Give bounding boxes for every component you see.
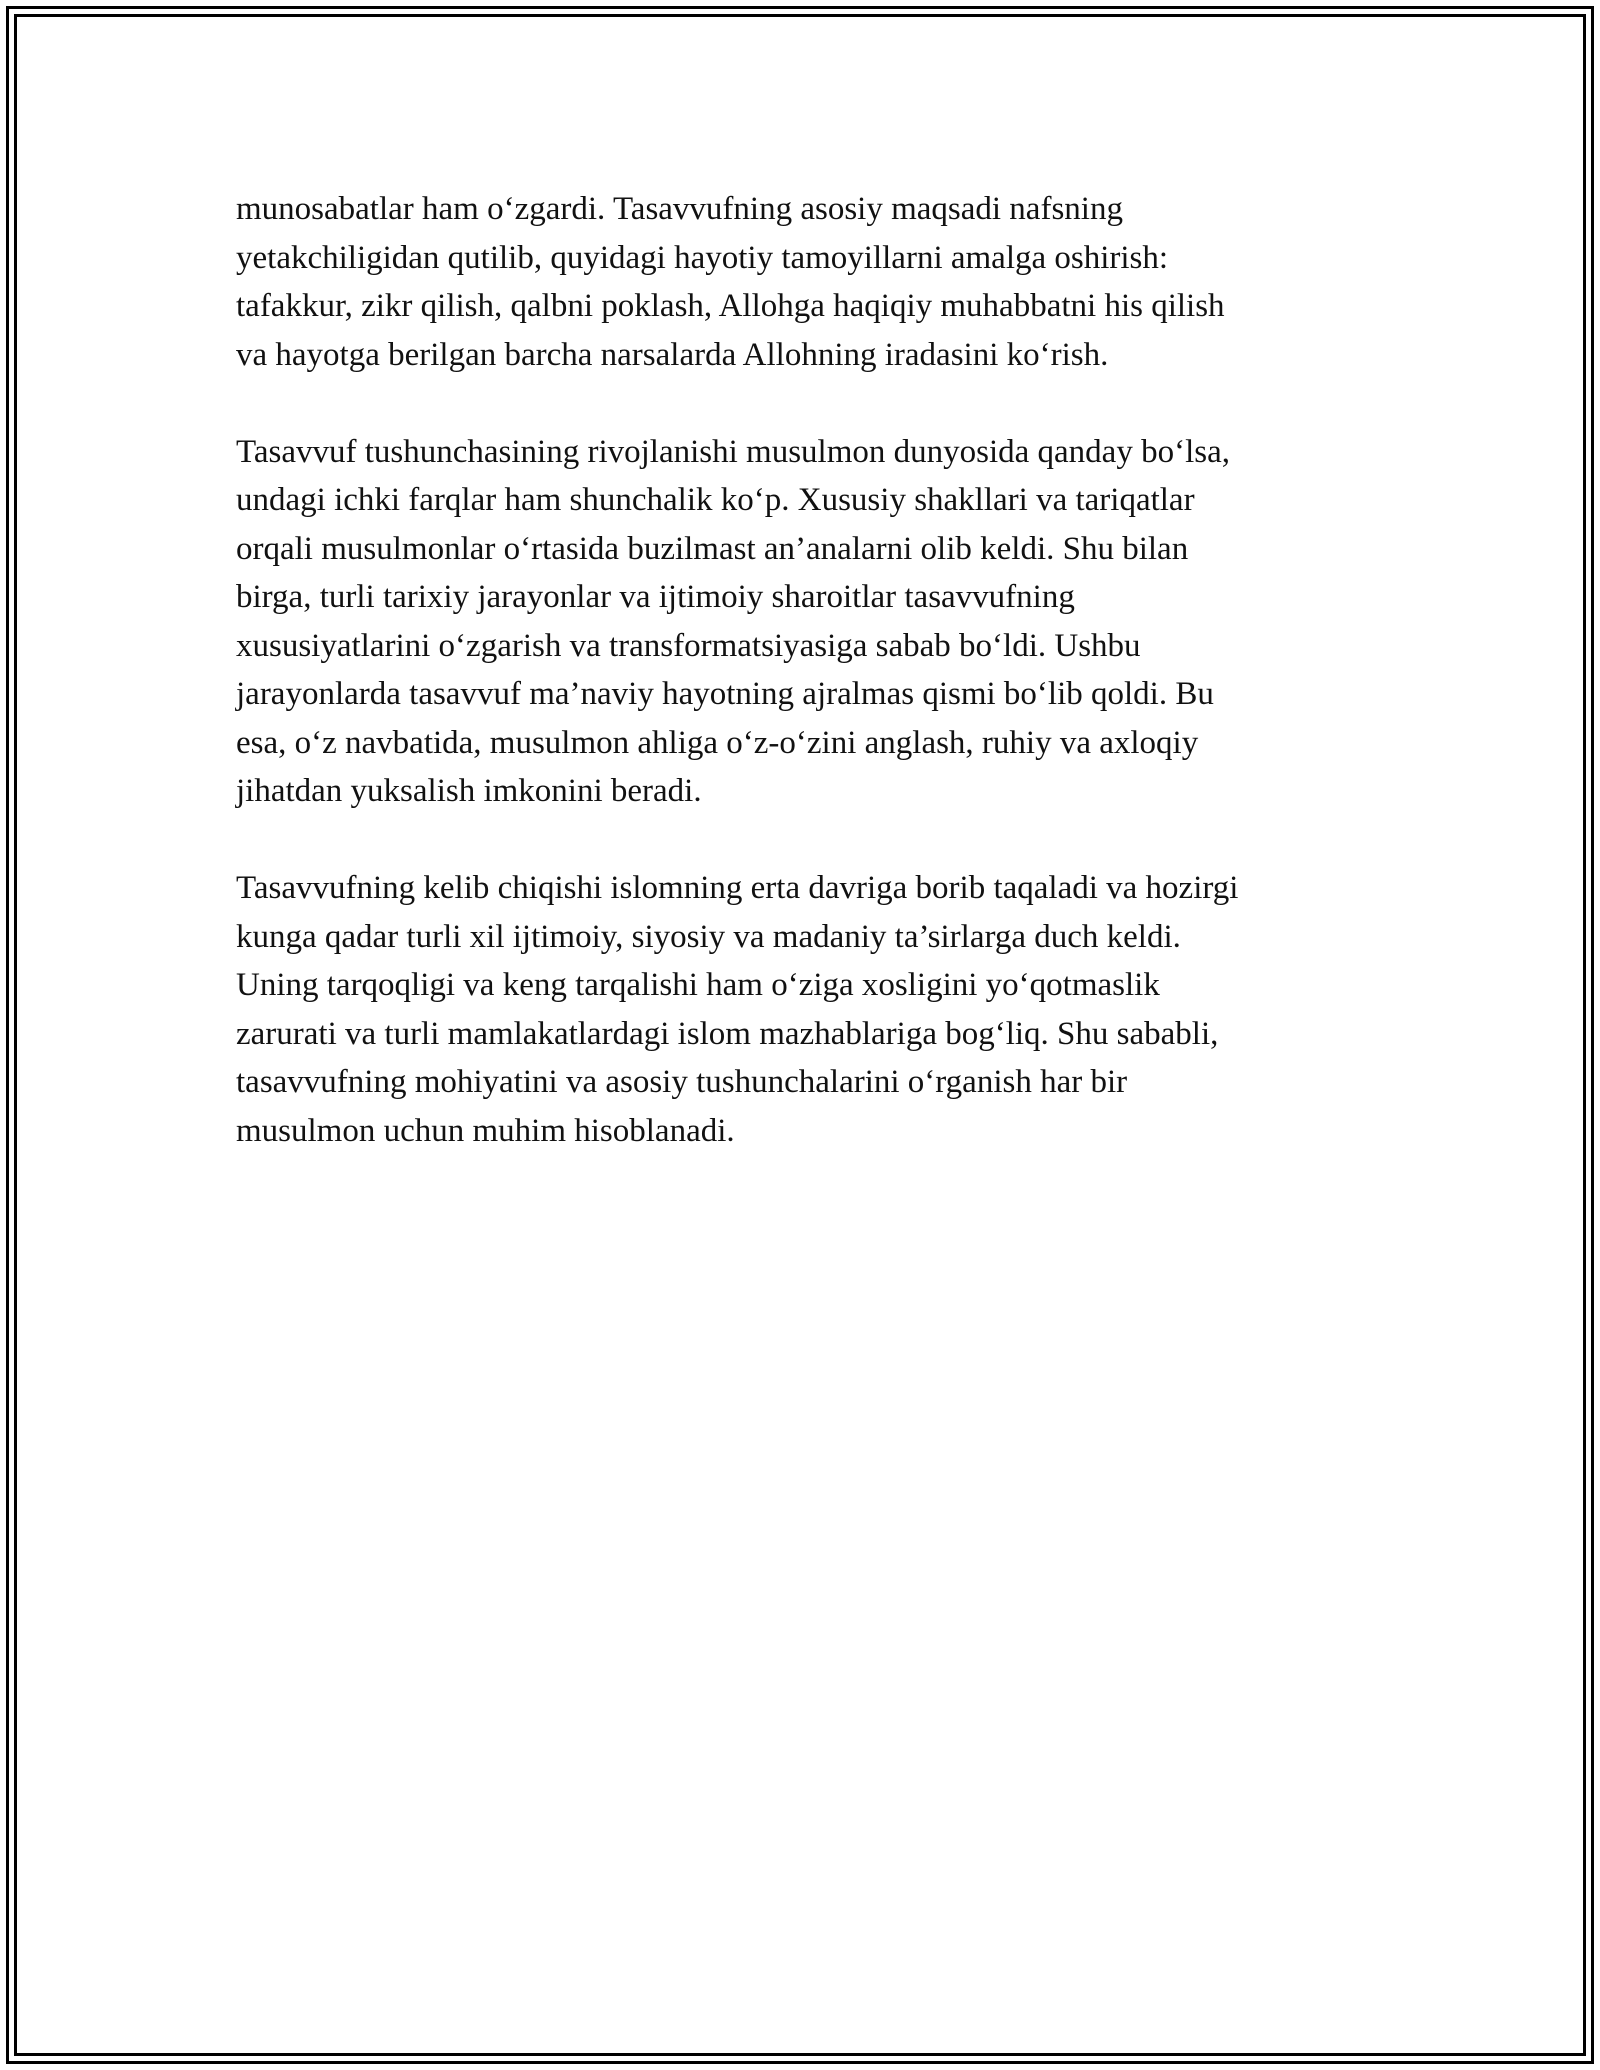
paragraph-1: munosabatlar ham o‘zgardi. Tasavvufning asosiy maqsadi nafsning yetakchiligidan qutilib, quyidagi hayotiy tamoyillarni amalga oshirish: tafakkur, zikr qilish, qalbni poklash, Allohga haqiqiy muhabbatni his qilish va hayotga berilgan barcha narsalarda Allohning iradasini ko‘rish. <box>236 191 1225 373</box>
paragraph-2: Tasavvuf tushunchasining rivojlanishi musulmon dunyosida qanday bo‘lsa, undagi ichki farqlar ham shunchalik ko‘p. Xususiy shakllari va tariqatlar orqali musulmonlar o‘rtasida buzilmast an’analarni olib keldi. Shu bilan birga, turli tarixiy jarayonlar va ijtimoiy sharoitlar tasavvufning xususiyatlarini o‘zgarish va transformatsiyasiga sabab bo‘ldi. Ushbu jarayonlarda tasavvuf ma’naviy hayotning ajralmas qismi bo‘lib qoldi. Bu esa, o‘z navbatida, musulmon ahliga o‘z-o‘zini anglash, ruhiy va axloqiy jihatdan yuksalish imkonini beradi. <box>236 433 1230 809</box>
document-body <box>236 185 1376 1204</box>
paragraph-3: Tasavvufning kelib chiqishi islomning erta davriga borib taqaladi va hozirgi kunga qadar turli xil ijtimoiy, siyosiy va madaniy ta’sirlarga duch keldi. Uning tarqoqligi va keng tarqalishi ham o‘ziga xosligini yo‘qotmaslik zarurati va turli mamlakatlardagi islom mazhablariga bog‘liq. Shu sababli, tasavvufning mohiyatini va asosiy tushunchalarini o‘rganish har bir musulmon uchun muhim hisoblanadi. <box>236 870 1239 1149</box>
